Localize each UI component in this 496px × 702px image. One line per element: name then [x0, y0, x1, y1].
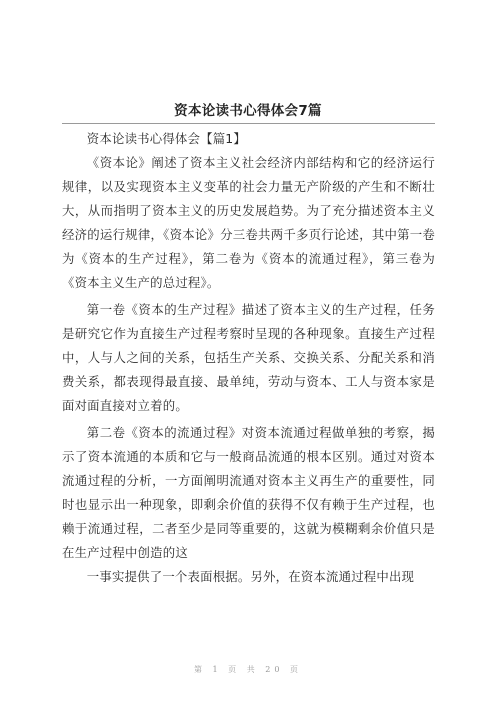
paragraph: 第二卷《资本的流通过程》对资本流通过程做单独的考察，揭示了资本流通的本质和它与一般商品流通的根本区别。通过对资本流通过程的分析，一方面阐明流通对资本主义再生产的重要性，同时也显示出一种现象，即剩余价值的获得不仅有赖于生产过程，也赖于流通过程，二者至少是同等重要的，这就为模糊剩余价值只是在生产过程中创造的这 — [62, 425, 435, 560]
document-title: 资本论读书心得体会7篇 — [174, 103, 322, 119]
section-heading: 资本论读书心得体会【篇1】 — [86, 131, 246, 146]
page-footer: 第 1 页 共 20 页 — [194, 665, 302, 674]
title-divider — [62, 123, 435, 124]
document-body — [62, 127, 435, 589]
paragraph: 第一卷《资本的生产过程》描述了资本主义的生产过程，任务是研究它作为直接生产过程考察时呈现的各种现象。直接生产过程中，人与人之间的关系，包括生产关系、交换关系、分配关系和消费关系，都表现得最直接、最单纯，劳动与资本、工人与资本家是面对面直接对立着的。 — [62, 302, 435, 413]
paragraph: 《资本论》阐述了资本主义社会经济内部结构和它的经济运行规律，以及实现资本主义变革的社会力量无产阶级的产生和不断壮大，从而指明了资本主义的历史发展趋势。为了充分描述资本主义经济的运行规律，《资本论》分三卷共两千多页行论述，其中第一卷为《资本的生产过程》，第二卷为《资本的流通过程》，第三卷为《资本主义生产的总过程》。 — [62, 155, 435, 290]
paragraph: 一事实提供了一个表面根据。另外，在资本流通过程中出现 — [86, 569, 415, 584]
